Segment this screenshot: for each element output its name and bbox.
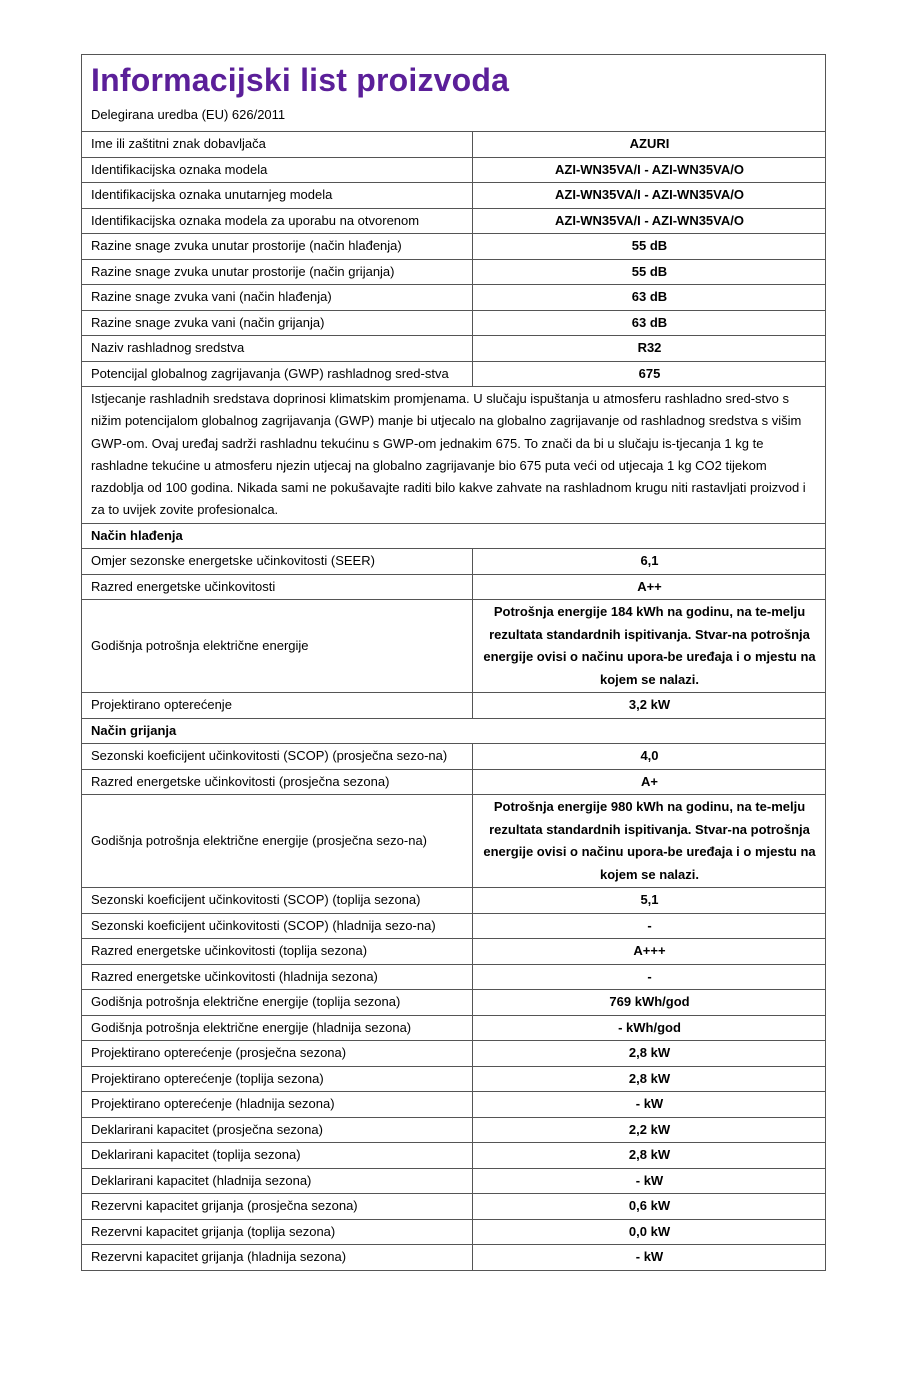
table-row (82, 1015, 825, 1041)
row-value: 55 dB (473, 259, 826, 285)
row-label: Godišnja potrošnja električne energije (toplija sezona) (82, 990, 473, 1016)
page-title: Informacijski list proizvoda (91, 62, 510, 98)
row-label: Sezonski koeficijent učinkovitosti (SCOP) (hladnija sezo-na) (82, 913, 473, 939)
row-value: AZI-WN35VA/I - AZI-WN35VA/O (473, 183, 826, 209)
row-label: Identifikacijska oznaka modela (82, 157, 473, 183)
row-label: Rezervni kapacitet grijanja (toplija sezona) (82, 1219, 473, 1245)
row-label: Projektirano opterećenje (toplija sezona) (82, 1066, 473, 1092)
row-label: Naziv rashladnog sredstva (82, 336, 473, 362)
row-value: 2,2 kW (473, 1117, 826, 1143)
row-label: Deklarirani kapacitet (hladnija sezona) (82, 1168, 473, 1194)
row-label: Identifikacijska oznaka modela za uporabu na otvorenom (82, 208, 473, 234)
row-value: 0,0 kW (473, 1219, 826, 1245)
table-row (82, 336, 825, 362)
table-row (82, 234, 825, 260)
title-block (82, 55, 825, 132)
row-value: 675 (473, 361, 826, 387)
row-label: Deklarirani kapacitet (toplija sezona) (82, 1143, 473, 1169)
row-label: Razred energetske učinkovitosti (82, 574, 473, 600)
table-row (82, 888, 825, 914)
table-row (82, 208, 825, 234)
table-row (82, 1168, 825, 1194)
row-value: R32 (473, 336, 826, 362)
row-label: Razine snage zvuka vani (način grijanja) (82, 310, 473, 336)
table-row (82, 1092, 825, 1118)
table-row (82, 795, 825, 888)
row-value: - kWh/god (473, 1015, 826, 1041)
table-row (82, 913, 825, 939)
table-row (82, 1245, 825, 1270)
table-row (82, 1041, 825, 1067)
specification-table-body (82, 132, 825, 1270)
row-value: AZI-WN35VA/I - AZI-WN35VA/O (473, 208, 826, 234)
row-label: Projektirano opterećenje (prosječna sezona) (82, 1041, 473, 1067)
row-value: A+ (473, 769, 826, 795)
specification-table (82, 132, 825, 1270)
row-value: - (473, 913, 826, 939)
row-value: 2,8 kW (473, 1066, 826, 1092)
row-label: Godišnja potrošnja električne energije (prosječna sezo-na) (82, 795, 473, 888)
table-row (82, 1219, 825, 1245)
row-value: Potrošnja energije 184 kWh na godinu, na te-melju rezultata standardnih ispitivanja. Stvar-na potrošnja energije ovisi o načinu upora-be uređaja i o mjestu na kojem se nalazi. (473, 600, 826, 693)
section-heading-heating-row (82, 718, 825, 744)
row-value: 2,8 kW (473, 1041, 826, 1067)
table-row (82, 361, 825, 387)
product-information-sheet (81, 54, 826, 1271)
row-value: 769 kWh/god (473, 990, 826, 1016)
section-heading-heating: Način grijanja (82, 718, 825, 744)
row-label: Godišnja potrošnja električne energije (hladnija sezona) (82, 1015, 473, 1041)
row-label: Omjer sezonske energetske učinkovitosti (SEER) (82, 549, 473, 575)
table-row (82, 939, 825, 965)
section-heading-cooling: Način hlađenja (82, 523, 825, 549)
table-row (82, 259, 825, 285)
table-row (82, 574, 825, 600)
table-row (82, 183, 825, 209)
row-value: 63 dB (473, 310, 826, 336)
table-row (82, 549, 825, 575)
table-row (82, 964, 825, 990)
table-row (82, 693, 825, 719)
table-row (82, 1117, 825, 1143)
table-row (82, 744, 825, 770)
row-value: 6,1 (473, 549, 826, 575)
row-value: A++ (473, 574, 826, 600)
row-label: Rezervni kapacitet grijanja (hladnija sezona) (82, 1245, 473, 1270)
row-value: A+++ (473, 939, 826, 965)
row-value: 3,2 kW (473, 693, 826, 719)
row-label: Razine snage zvuka unutar prostorije (način grijanja) (82, 259, 473, 285)
row-value: - (473, 964, 826, 990)
refrigerant-note: Istjecanje rashladnih sredstava doprinosi klimatskim promjenama. U slučaju ispuštanja u atmosferu rashladno sred-stvo s nižim potencijalom globalnog zagrijavanja (GWP) manje bi utjecalo na globalno zagrijavanje od rashladnog sredstva s višim GWP-om. Ovaj uređaj sadrži rashladnu tekućinu s GWP-om jednakim 675. To znači da bi u slučaju is-tjecanja 1 kg te rashladne tekućine u atmosferu njezin utjecaj na globalno zagrijavanje bio 675 puta veći od utjecaja 1 kg CO2 tijekom razdoblja od 100 godina. Nikada sami ne pokušavajte raditi bilo kakve zahvate na rashladnom krugu niti rastavljati proizvod i za to uvijek zovite profesionalca. (82, 387, 825, 524)
row-value: 0,6 kW (473, 1194, 826, 1220)
row-label: Projektirano opterećenje (hladnija sezona) (82, 1092, 473, 1118)
table-row (82, 310, 825, 336)
row-label: Razred energetske učinkovitosti (toplija sezona) (82, 939, 473, 965)
table-row (82, 132, 825, 157)
row-value: - kW (473, 1168, 826, 1194)
section-heading-cooling-row (82, 523, 825, 549)
row-value: AZI-WN35VA/I - AZI-WN35VA/O (473, 157, 826, 183)
row-label: Razine snage zvuka vani (način hlađenja) (82, 285, 473, 311)
table-row (82, 157, 825, 183)
row-value: Potrošnja energije 980 kWh na godinu, na te-melju rezultata standardnih ispitivanja. Stvar-na potrošnja energije ovisi o načinu upora-be uređaja i o mjestu na kojem se nalazi. (473, 795, 826, 888)
row-value: 5,1 (473, 888, 826, 914)
row-label: Ime ili zaštitni znak dobavljača (91, 136, 266, 151)
row-value: 4,0 (473, 744, 826, 770)
table-row (82, 1066, 825, 1092)
row-label: Razred energetske učinkovitosti (prosječna sezona) (82, 769, 473, 795)
row-value: - kW (473, 1245, 826, 1270)
row-label: Deklarirani kapacitet (prosječna sezona) (82, 1117, 473, 1143)
table-row (82, 1143, 825, 1169)
row-value: 55 dB (473, 234, 826, 260)
row-value: - kW (473, 1092, 826, 1118)
row-value: AZURI (473, 132, 826, 157)
table-row (82, 769, 825, 795)
table-row (82, 600, 825, 693)
row-label: Godišnja potrošnja električne energije (82, 600, 473, 693)
row-label: Sezonski koeficijent učinkovitosti (SCOP) (prosječna sezo-na) (82, 744, 473, 770)
row-value: 2,8 kW (473, 1143, 826, 1169)
table-row (82, 990, 825, 1016)
row-label: Identifikacijska oznaka unutarnjeg modela (82, 183, 473, 209)
row-label: Razine snage zvuka unutar prostorije (način hlađenja) (82, 234, 473, 260)
row-label: Potencijal globalnog zagrijavanja (GWP) rashladnog sred-stva (82, 361, 473, 387)
regulation-reference: Delegirana uredba (EU) 626/2011 (91, 107, 286, 122)
row-value: 63 dB (473, 285, 826, 311)
row-label: Razred energetske učinkovitosti (hladnija sezona) (82, 964, 473, 990)
row-label: Sezonski koeficijent učinkovitosti (SCOP) (toplija sezona) (82, 888, 473, 914)
row-label: Projektirano opterećenje (82, 693, 473, 719)
row-label: Rezervni kapacitet grijanja (prosječna sezona) (82, 1194, 473, 1220)
refrigerant-note-row (82, 387, 825, 524)
table-row (82, 1194, 825, 1220)
table-row (82, 285, 825, 311)
